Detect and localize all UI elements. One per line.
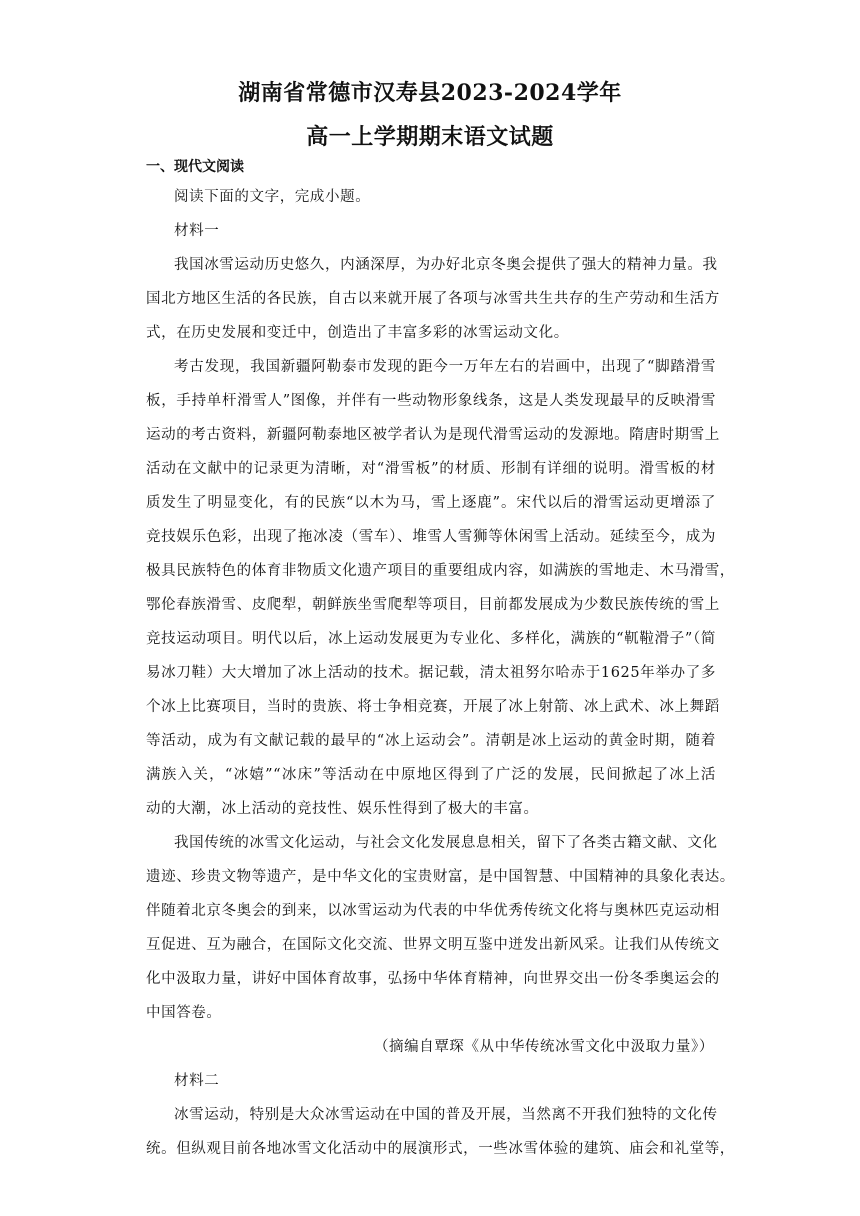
paragraph-line: 满族入关，“冰嬉”“冰床”等活动在中原地区得到了广泛的发展，民间掀起了冰上活 (146, 767, 716, 783)
paragraph-line: 活动在文献中的记录更为清晰，对“滑雪板”的材质、形制有详细的说明。滑雪板的材 (146, 461, 716, 477)
paragraph-line: 伴随着北京冬奥会的到来，以冰雪运动为代表的中华优秀传统文化将与奥林匹克运动相 (146, 903, 720, 919)
paragraph-line: 国北方地区生活的各民族，自古以来就开展了各项与冰雪共生共存的生产劳动和生活方 (146, 291, 720, 307)
title-line-2: 高一上学期期末语文试题 (306, 124, 554, 150)
paragraph-line: 等活动，成为有文献记载的最早的“冰上运动会”。清朝是冰上运动的黄金时期，随着 (146, 733, 716, 749)
paragraph-line: 易冰刀鞋）大大增加了冰上活动的技术。据记载，清太祖努尔哈赤于1625年举办了多 (146, 665, 716, 681)
paragraph-line: 动的大潮，冰上活动的竞技性、娱乐性得到了极大的丰富。 (146, 801, 539, 817)
paragraph-line: 个冰上比赛项目，当时的贵族、将士争相竞赛，开展了冰上射箭、冰上武术、冰上舞蹈 (146, 699, 720, 715)
paragraph-line: 我国冰雪运动历史悠久，内涵深厚，为办好北京冬奥会提供了强大的精神力量。我 (174, 257, 718, 273)
paragraph-line: 考古发现，我国新疆阿勒泰市发现的距今一万年左右的岩画中，出现了“脚踏滑雪 (174, 359, 716, 375)
paragraph-line: 互促进、互为融合，在国际文化交流、世界文明互鉴中迸发出新风采。让我们从传统文 (146, 937, 720, 953)
instruction: 阅读下面的文字，完成小题。 (174, 189, 371, 205)
paragraph-line: 式，在历史发展和变迁中，创造出了丰富多彩的冰雪运动文化。 (146, 325, 569, 341)
paragraph-line: 我国传统的冰雪文化运动，与社会文化发展息息相关，留下了各类古籍文献、文化 (174, 835, 718, 851)
paragraph-line: 竞技运动项目。明代以后，冰上运动发展更为专业化、多样化，满族的“靰鞡滑子”（简 (146, 631, 716, 647)
paragraph-line: 竞技娱乐色彩，出现了拖冰凌（雪车）、堆雪人雪狮等休闲雪上活动。延续至今，成为 (146, 529, 716, 545)
material1-source: （摘编自覃琛《从中华传统冰雪文化中汲取力量》） (373, 1039, 714, 1055)
section-heading: 一、现代文阅读 (146, 159, 244, 175)
paragraph-line: 板，手持单杆滑雪人”图像，并伴有一些动物形象线条，这是人类发现最早的反映滑雪 (146, 393, 716, 409)
paragraph-line: 化中汲取力量，讲好中国体育故事，弘扬中华体育精神，向世界交出一份冬季奥运会的 (146, 971, 720, 987)
paragraph-line: 极具民族特色的体育非物质文化遗产项目的重要组成内容，如满族的雪地走、木马滑雪， (146, 563, 735, 579)
material2-label: 材料二 (174, 1073, 220, 1089)
title-line-1: 湖南省常德市汉寿县2023-2024学年 (238, 80, 622, 106)
paragraph-line: 运动的考古资料，新疆阿勒泰地区被学者认为是现代滑雪运动的发源地。隋唐时期雪上 (146, 427, 720, 443)
paragraph-line: 中国答卷。 (146, 1005, 222, 1021)
paragraph-line: 遗迹、珍贵文物等遗产，是中华文化的宝贵财富，是中国智慧、中国精神的具象化表达。 (146, 869, 735, 885)
paragraph-line: 冰雪运动，特别是大众冰雪运动在中国的普及开展，当然离不开我们独特的文化传 (174, 1107, 718, 1123)
paragraph-line: 质发生了明显变化，有的民族“以木为马，雪上逐鹿”。宋代以后的滑雪运动更增添了 (146, 495, 716, 511)
paragraph-line: 统。但纵观目前各地冰雪文化活动中的展演形式，一些冰雪体验的建筑、庙会和礼堂等， (146, 1141, 735, 1157)
material1-label: 材料一 (174, 223, 220, 239)
paragraph-line: 鄂伦春族滑雪、皮爬犁，朝鲜族坐雪爬犁等项目，目前都发展成为少数民族传统的雪上 (146, 597, 720, 613)
